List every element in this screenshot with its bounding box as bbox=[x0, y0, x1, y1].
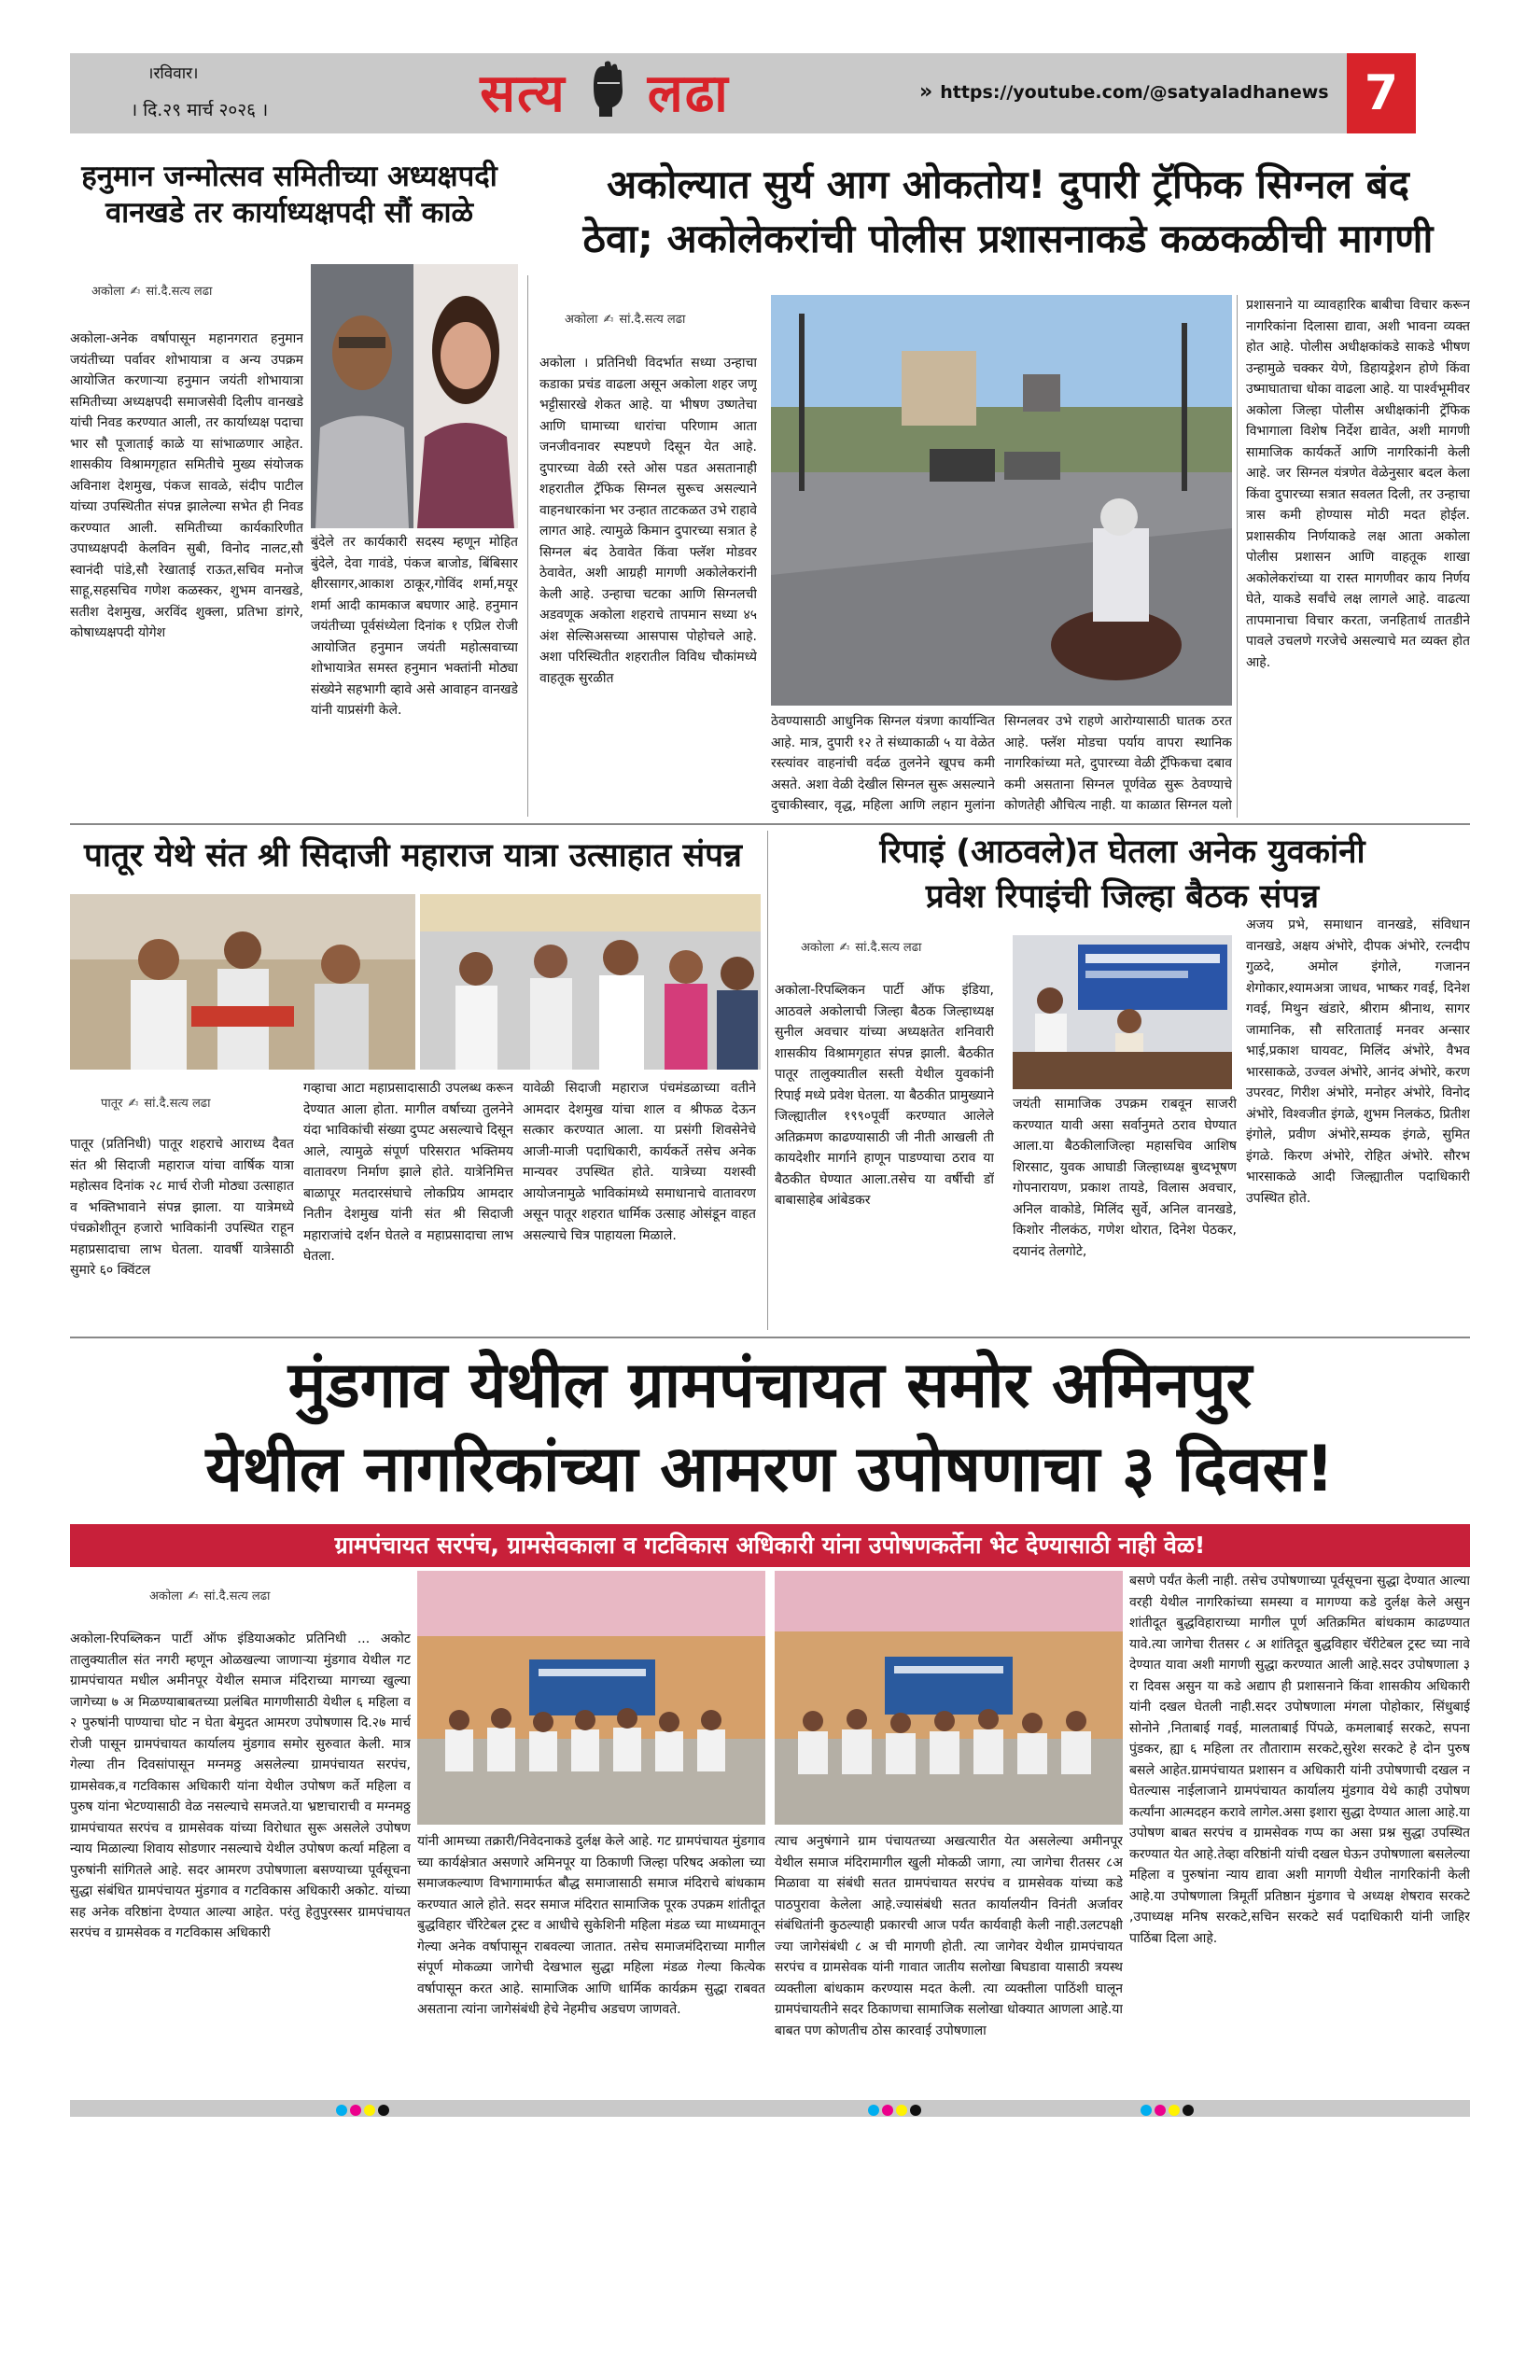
patur-column-3: यावेळी सिदाजी महाराज पंचमंडळाच्या वतीने आमदार देशमुख यांचा शाल व श्रीफळ देऊन सत्कार करण्यात आला. या प्रसंगी शिवसेनेचे आजी-माजी पदाधिकारी, कार्यकर्ते तसेच अनेक मान्यवर उपस्थित होते. यात्रेच्या यशस्वी आयोजनामुळे भाविकांमध्ये समाधानाचे वातावरण असून पातूर शहरात धार्मिक उत्साह ओसंडून वाहत असल्याचे चित्र पाहायला मिळाले. bbox=[523, 1081, 756, 1243]
double-chevron-icon: » bbox=[919, 80, 933, 104]
patur-column-2: गव्हाचा आटा महाप्रसादासाठी उपलब्ध करून देण्यात आला होता. मागील वर्षाच्या तुलनेने यंदा भाविकांची संख्या दुप्पट असल्याचे दिसून आले, त्यामुळे संपूर्ण परिसरात भक्तिमय वातावरण निर्माण झाले होते. यात्रेनिमित्त बाळापूर मतदारसंघाचे लोकप्रिय आमदार नितीन देशमुख यांनी संत श्री सिदाजी महाराजांचे दर्शन घेतले व महाप्रसादाचा लाभ घेतला. bbox=[303, 1081, 513, 1264]
raised-fist-icon bbox=[584, 59, 629, 119]
hanuman-headline: हनुमान जन्मोत्सव समितीच्या अध्यक्षपदी वानखडे तर कार्याध्यक्षपदी सौं काळे bbox=[81, 160, 497, 230]
hanuman-column-2: बुंदेले तर कार्यकारी सदस्य म्हणून मोहित बुंदेले, देवा गावंडे, पंकज बाजोड, बिंबिसार क्षीरसागर,आकाश ठाकूर,गोविंद शर्मा,मयूर शर्मा आदी कामकाज बघणार आहे. हनुमान जयंतीच्या पूर्वसंध्येला दिनांक १ एप्रिल रोजी आयोजित हनुमान जयंती महोत्सवाच्या शोभायात्रेत समस्त हनुमान भक्तांनी मोठ्या संख्येने सहभागी व्हावे असे आवाहन वानखडे यांनी याप्रसंगी केले. bbox=[311, 535, 518, 718]
pen-icon: ✍ bbox=[603, 313, 614, 327]
registration-marks-center bbox=[868, 2102, 924, 2120]
heat-column-1: अकोला । प्रतिनिधी विदर्भात सध्या उन्हाचा कडाका प्रचंड वाढला असून अकोला शहर जणू भट्टीसारखे शेकत आहे. या भीषण उष्णतेचा आणि घामाच्या धारांचा परिणाम आता जनजीवनावर स्पष्टपणे दिसून येत आहे. दुपारच्या वेळी रस्ते ओस पडत असतानाही शहरातील ट्रॅफिक सिग्नल सुरूच असल्याने वाहनधारकांना भर उन्हात ताटकळत उभे राहावे लागत आहे. त्यामुळे किमान दुपारच्या सत्रात हे सिग्नल बंद ठेवावेत किंवा फ्लॅश मोडवर ठेवावेत, अशी आग्रही मागणी अकोलेकरांनी केली आहे. उन्हाचा चटका आणि सिग्नलची अडवणूक अकोला शहराचे तापमान सध्या ४५ अंश सेल्सिअसच्या आसपास पोहोचले आहे. अशा परिस्थितीत शहरातील विविध चौकांमध्ये वाहतूक सुरळीत bbox=[539, 356, 757, 686]
portrait-photo-woman bbox=[413, 264, 518, 528]
dateline: पातूर bbox=[101, 1097, 123, 1111]
source: सां.दै.सत्य लढा bbox=[855, 941, 922, 955]
column-divider bbox=[767, 831, 768, 1330]
hanuman-column-1: अकोला-अनेक वर्षापासून महानगरात हनुमान जयंतीच्या पर्वावर शोभायात्रा व अन्य उपक्रम आयोजित करणाऱ्या हनुमान जयंती शोभायात्रा समितीच्या अध्यक्षपदी समाजसेवी दिलीप वानखडे यांची निवड करण्यात आली, तर कार्याध्यक्ष पदाचा भार सौ पूजाताई काळे या सांभाळणार आहेत. शासकीय विश्रामगृहात समितीचे मुख्य संयोजक अविनाश देशमुख, पंकज सावळे, संदीप पाटील यांच्या उपस्थितीत संपन्न झालेल्या सभेत ही निवड करण्यात आली. समितीच्या कार्यकारिणीत उपाध्यक्षपदी केलविन सुबी, विनोद नालट,सौ स्वानंदी पांडे,सौ रेखाताई राऊत,सचिव मनोज साहू,सहसचिव गणेश कळस्कर, शुभम वानखडे, सतीश देशमुख, अरविंद शुक्ला, प्रतिभा डांगरे, कोषाध्यक्षपदी योगेश bbox=[70, 331, 303, 640]
mundgaon-column-1: अकोला-रिपब्लिकन पार्टी ऑफ इंडियाअकोट प्रतिनिधी ... अकोट तालुक्यातील संत नगरी म्हणून ओळखल्या जाणाऱ्या मुंडगाव येथील गट ग्रामपंचायत मधील अमीनपूर येथील समाज मंदिराच्या मागच्या खुल्या जागेच्या ७ अ मिळण्याबाबतच्या प्रलंबित मागणीसाठी येथील ६ महिला व २ पुरुषांनी पाण्याचा घोट न घेता बेमुदत आमरण उपोषणास दि.२७ मार्च रोजी पासून ग्रामपंचायत कार्यालय मुंडगाव समोर सुरुवात केली. मात्र गेल्या तीन दिवसांपासून मग्नमठ्ठ असलेल्या ग्रामपंचायत सरपंच, ग्रामसेवक,व गटविकास अधिकारी यांना येथील उपोषण कर्ते महिला व पुरुष यांना भेटण्यासाठी वेळ नसल्याचे समजते.या भ्रष्टाचाराची व मग्नमठ्ठ ग्रामपंचायत सरपंच व ग्रामसेवक यांच्या विरोधात सुरू असलेले उपोषण न्याय मिळाल्या शिवाय सोडणार नसल्याचे येथील उपोषण कर्त्या महिला व पुरुषांनी सांगितले आहे. सदर आमरण उपोषणाला बसण्याच्या पूर्वसूचना सुद्धा संबंधित ग्रामपंचायत मुंडगाव व गटविकास अधिकारी अकोट. यांच्या सह अनेक वरिष्ठांना देण्यात आल्या आहेत. परंतु हेतुपुरस्सर ग्रामपंचायत सरपंच व ग्रामसेवक व गटविकास अधिकारी bbox=[70, 1631, 411, 1940]
heat-headline-line-2: ठेवा; अकोलेकरांची पोलीस प्रशासनाकडे कळकळीची मागणी bbox=[582, 216, 1434, 261]
youtube-link-row[interactable] bbox=[919, 80, 1329, 105]
rpi-column-3: अजय प्रभे, समाधान वानखडे, संविधान वानखडे, अक्षय अंभोरे, दीपक अंभोरे, रत्नदीप गुळदे, अमोल इंगोले, गजानन शेगोकार,श्यामअत्रा जाधव, भाष्कर गवई, दिनेश गवई, मिथुन खंडारे, श्रीराम श्रीनाथ, सागर जामानिक, सौ सरिताताई मनवर अन्सार भाई,प्रकाश घायवट, मिलिंद अंभोरे, वैभव भारसाकळे, उज्वल अंभोरे, आनंद अंभोरे, करण उपरवट, गिरीश अंभोरे, मनोहर अंभोरे, विनोद अंभोरे, विश्वजीत इंगळे, शुभम निलकंठ, प्रितीश इंगोले, प्रवीण अंभोरे,सम्यक इंगळे, सुमित इंगळे. किरण अंभोरे, रोहित अंभोरे. सौरभ भारसाकळे आदी जिल्ह्यातील पदाधिकारी उपस्थित होते. bbox=[1246, 917, 1470, 1206]
column-divider bbox=[1237, 295, 1238, 818]
traffic-signal-photo bbox=[771, 295, 1232, 706]
pen-icon: ✍ bbox=[128, 1097, 139, 1111]
portrait-photo-man bbox=[311, 264, 413, 528]
patur-column-1: पातूर (प्रतिनिधी) पातूर शहराचे आराध्य दैवत संत श्री सिदाजी महाराज यांचा वार्षिक यात्रा महोत्सव दिनांक २८ मार्च रोजी मोठ्या उत्साहात व भक्तिभावाने संपन्न झाला. या यात्रेमध्ये पंचक्रोशीतून हजारो भाविकांनी उपस्थित राहून महाप्रसादाचा लाभ घेतला. यावर्षी यात्रेसाठी सुमारे ६० क्विंटल bbox=[70, 1137, 294, 1278]
source: सां.दै.सत्य लढा bbox=[144, 1097, 211, 1111]
heat-column-3: सिग्नलवर उभे राहणे आरोग्यासाठी घातक ठरत आहे. फ्लॅश मोडचा पर्याय वापरा स्थानिक नागरिकांच्या मते, दुपारच्या वेळी ट्रॅफिकचा दबाव कमी असताना सिग्नल पूर्णवेळ सुरू ठेवण्याचे कोणतेही औचित्य नाही. या काळात सिग्नल यलो bbox=[1004, 714, 1232, 813]
heat-column-4: प्रशासनाने या व्यावहारिक बाबीचा विचार करून नागरिकांना दिलासा द्यावा, अशी भावना व्यक्त होत आहे. पोलीस अधीक्षकांकडे साकडे भीषण उन्हामुळे चक्कर येणे, डिहायड्रेशन होणे किंवा उष्माघाताचा धोका वाढला आहे. या पार्श्वभूमीवर अकोला जिल्हा पोलीस अधीक्षकांनी ट्रॅफिक विभागाला विशेष निर्देश द्यावेत, अशी मागणी सामाजिक कार्यकर्ते आणि नागरिकांनी केली आहे. जर सिग्नल यंत्रणेत वेळेनुसार बदल केला किंवा दुपारच्या सत्रात सवलत दिली, तर उन्हाचा त्रास कमी होण्यास मोठी मदत होईल. प्रशासकीय निर्णयाकडे लक्ष आता अकोला पोलीस प्रशासन आणि वाहतूक शाखा अकोलेकरांच्या या रास्त मागणीवर काय निर्णय घेते, याकडे सर्वांचे लक्ष लागले आहे. वाढत्या तापमानाचा विचार करता, जनहितार्थ तातडीने पावले उचलणे गरजेचे असल्याचे मत व्यक्त होत आहे. bbox=[1246, 298, 1470, 670]
page-number-tab bbox=[1347, 53, 1416, 133]
hanuman-byline bbox=[91, 282, 212, 299]
protest-photo-2 bbox=[775, 1571, 1123, 1825]
protest-photo-1 bbox=[417, 1571, 765, 1825]
patur-photo-1 bbox=[70, 894, 415, 1070]
rpi-headline-line-1: रिपाइं (आठवले)त घेतला अनेक युवकांनी bbox=[879, 833, 1365, 871]
youtube-url[interactable]: https://youtube.com/@satyaladhanews bbox=[940, 82, 1329, 103]
rpi-headline-line-2: प्रवेश रिपाइंची जिल्हा बैठक संपन्न bbox=[925, 878, 1320, 916]
heat-column-2: ठेवण्यासाठी आधुनिक सिग्नल यंत्रणा कार्यान्वित आहे. मात्र, दुपारी १२ ते संध्याकाळी ५ या वेळेत रस्त्यांवर वाहनांची वर्दळ तुलनेने खूपच कमी असते. अशा वेळी देखील सिग्नल सुरू असल्याने दुचाकीस्वार, वृद्ध, महिला आणि लहान मुलांना bbox=[771, 714, 995, 813]
masthead-day: ।रविवार। bbox=[147, 64, 199, 83]
dateline: अकोला bbox=[801, 941, 834, 955]
mundgaon-headline-line-1: मुंडगाव येथील ग्रामपंचायत समोर अमिनपुर bbox=[287, 1349, 1253, 1422]
patur-headline: पातूर येथे संत श्री सिदाजी महाराज यात्रा उत्साहात संपन्न bbox=[84, 837, 742, 875]
rpi-byline bbox=[801, 938, 921, 955]
column-divider bbox=[527, 275, 528, 817]
pen-icon: ✍ bbox=[130, 285, 141, 299]
source: सां.दै.सत्य लढा bbox=[146, 285, 213, 299]
rpi-column-2: जयंती सामाजिक उपक्रम राबवून साजरी करण्यात यावी असा सर्वानुमते ठराव घेण्यात आला.या बैठकीलाजिल्हा महासचिव आशिष शिरसाट, युवक आघाडी जिल्हाध्यक्ष बुध्दभूषण गोपनारायण, प्रकाश तायडे, विलास अवचार, अनिल वाकोडे, मिलिंद सुर्वे, अनिल वानखडे, किशोर नीलकंठ, गणेश थोरात, दिनेश पेठकर, दयानंद तेलगोटे, bbox=[1013, 1097, 1237, 1259]
mundgaon-subhead: ग्रामपंचायत सरपंच, ग्रामसेवकाला व गटविकास अधिकारी यांना उपोषणकर्तेना भेट देण्यासाठी नाही वेळ! bbox=[334, 1532, 1206, 1559]
logo-word-left: सत्य bbox=[480, 63, 567, 124]
masthead-date: । दि.२९ मार्च २०२६ । bbox=[131, 100, 269, 120]
source: सां.दै.सत्य लढा bbox=[619, 313, 686, 327]
section-divider bbox=[70, 823, 1470, 825]
dateline: अकोला bbox=[149, 1589, 183, 1603]
section-divider bbox=[70, 1337, 1470, 1338]
newspaper-logo bbox=[431, 56, 778, 133]
pen-icon: ✍ bbox=[839, 941, 850, 955]
page-number: 7 bbox=[1364, 65, 1399, 121]
patur-byline bbox=[101, 1094, 210, 1111]
mundgaon-headline-line-2: येथील नागरिकांच्या आमरण उपोषणाचा ३ दिवस! bbox=[205, 1433, 1335, 1506]
logo-word-right: लढा bbox=[647, 63, 730, 124]
mundgaon-column-4: बसणे पर्यंत केली नाही. तसेच उपोषणाच्या पूर्वसूचना सुद्धा देण्यात आल्या वरही येथील नागरिकांच्या समस्या व मागण्या कडे दुर्लक्ष केले असुन शांतीदूत बुद्धविहाराच्या मागील पूर्ण अतिक्रमित बांधकाम काढण्यात यावे.त्या जागेचा रीतसर ८ अ शांतिदूत बुद्धविहार चॅरीटेबल ट्रस्ट च्या नावे देण्यात यावा अशी मागणी सुद्धा करण्यात आली आहे.सदर उपोषणाला ३ रा दिवस असुन या कडे अद्याप ही प्रशासनाने किंवा शासकीय अधिकारी यांनी दखल घेतली नाही.सदर उपोषणाला मंगला पोहोकार, सिंधुबाई सोनोने ,निताबाई गवई, मालताबाई पिंपळे, कमलाबाई सरकटे, सपना पुंडकर, ह्या ६ महिला तर तौतारााम सरकटे,सुरेश सरकटे हे दोन पुरुष बसले आहेत.ग्रामपंचायत प्रशासन व अधिकारी यांनी उपोषणाची दखल न घेतल्यास नाईलाजाने ग्रामपंचायत कार्यालय मुंडगाव येथे काही उपोषण कर्त्यांना आत्मदहन करावे लागेल.असा इशारा सुद्धा देण्यात आला आहे.या उपोषण बाबत सरपंच व ग्रामसेवक गप्प का असा प्रश्न सुद्धा उपस्थित करण्यात येत आहे.तेव्हा वरिष्ठांनी यांची दखल घेऊन उपोषणाला बसलेल्या महिला व पुरुषांना न्याय द्यावा अशी मागणी येथील नागरिकांनी केली आहे.या उपोषणाला त्रिमूर्ती प्रतिष्ठान मुंडगाव चे अध्यक्ष शेषराव सरकटे ,उपाध्यक्ष मनिष सरकटे,सचिन सरकटे सर्व पदाधिकारी यांनी जाहिर पाठिंबा दिला आहे. bbox=[1129, 1574, 1470, 1946]
mundgaon-byline bbox=[149, 1587, 270, 1603]
source: सां.दै.सत्य लढा bbox=[203, 1589, 271, 1603]
patur-photo-2 bbox=[420, 894, 761, 1070]
dateline: अकोला bbox=[565, 313, 598, 327]
registration-marks-left bbox=[336, 2102, 392, 2120]
registration-marks-right bbox=[1141, 2102, 1197, 2120]
dateline: अकोला bbox=[91, 285, 125, 299]
footer-bar bbox=[70, 2100, 1470, 2117]
mundgaon-column-2: यांनी आमच्या तक्रारी/निवेदनाकडे दुर्लक्ष केले आहे. गट ग्रामपंचायत मुंडगाव च्या कार्यक्षेत्रात असणारे अमिनपूर या ठिकाणी जिल्हा परिषद अकोला च्या समाजकल्याण विभागामार्फत बौद्ध समाजासाठी समाज मंदिराचे बांधकाम करण्यात आले होते. सदर समाज मंदिरात सामाजिक पूरक उपक्रम शांतीदूत बुद्धविहार चॅरिटेबल ट्रस्ट व आधीचे सुकेशिनी महिला मंडळ च्या माध्यमातून गेल्या अनेक वर्षापासून राबवल्या जातात. तसेच समाजमंदिराच्या मागील संपूर्ण मोकळ्या जागेची देखभाल सुद्धा महिला मंडळ गेल्या कित्येक वर्षापासून करत आहे. सामाजिक आणि धार्मिक कार्यक्रम सुद्धा राबवत असताना त्यांना जागेसंबंधी हेचे नेहमीच अडचण जाणवते. bbox=[417, 1834, 765, 2017]
mundgaon-column-3: त्याच अनुषंगाने ग्राम पंचायतच्या अखत्यारीत येत असलेल्या अमीनपूर येथील समाज मंदिरामागील खुली मोकळी जागा, त्या जागेचा रीतसर ८अ मिळावा या संबंधी सतत ग्रामपंचायत सरपंच व ग्रामसेवक यांच्या कडे पाठपुरावा केलेला आहे.ज्यासंबंधी सतत कार्यालयीन विनंती अर्जावर संबंधितांनी कुठल्याही प्रकारची आज पर्यंत कार्यवाही केली नाही.उलटपक्षी ज्या जागेसंबंधी ८ अ ची मागणी होती. त्या जागेवर येथील ग्रामपंचायत सरपंच व ग्रामसेवक यांनी गावात जातीय सलोखा बिघडावा यासाठी त्रयस्थ व्यक्तीला बांधकाम करण्यास मदत केली. त्या व्यक्तीला पाठिंशी घालून ग्रामपंचायतीने सदर ठिकाणचा सामाजिक सलोखा धोक्यात आणला आहे.या बाबत पण कोणतीच ठोस कारवाई उपोषणाला bbox=[775, 1834, 1123, 2038]
pen-icon: ✍ bbox=[188, 1589, 199, 1603]
heat-byline bbox=[565, 310, 685, 327]
heat-headline-line-1: अकोल्यात सुर्य आग ओकतोय! दुपारी ट्रॅफिक सिग्नल बंद bbox=[607, 161, 1409, 207]
rpi-meeting-photo bbox=[1013, 935, 1232, 1089]
rpi-column-1: अकोला-रिपब्लिकन पार्टी ऑफ इंडिया, आठवले अकोलाची जिल्हा बैठक जिल्हाध्यक्ष सुनील अवचार यांच्या अध्यक्षतेत शनिवारी शासकीय विश्रामगृहात संपन्न झाली. बैठकीत पातूर तालुक्यातील सस्ती येथील युवकांनी रिपाई मध्ये प्रवेश घेतला. या बैठकीत प्रामुख्याने जिल्ह्यातील १९९०पूर्वी करण्यात आलेले अतिक्रमण काढण्यासाठी जी नीती आखली ती कायदेशीर मार्गाने हाणून पाडण्याचा ठराव या बैठकीत घेण्यात आला.तसेच या वर्षीची डॉ बाबासाहेब आंबेडकर bbox=[775, 983, 994, 1208]
mundgaon-subhead-band bbox=[70, 1524, 1470, 1567]
